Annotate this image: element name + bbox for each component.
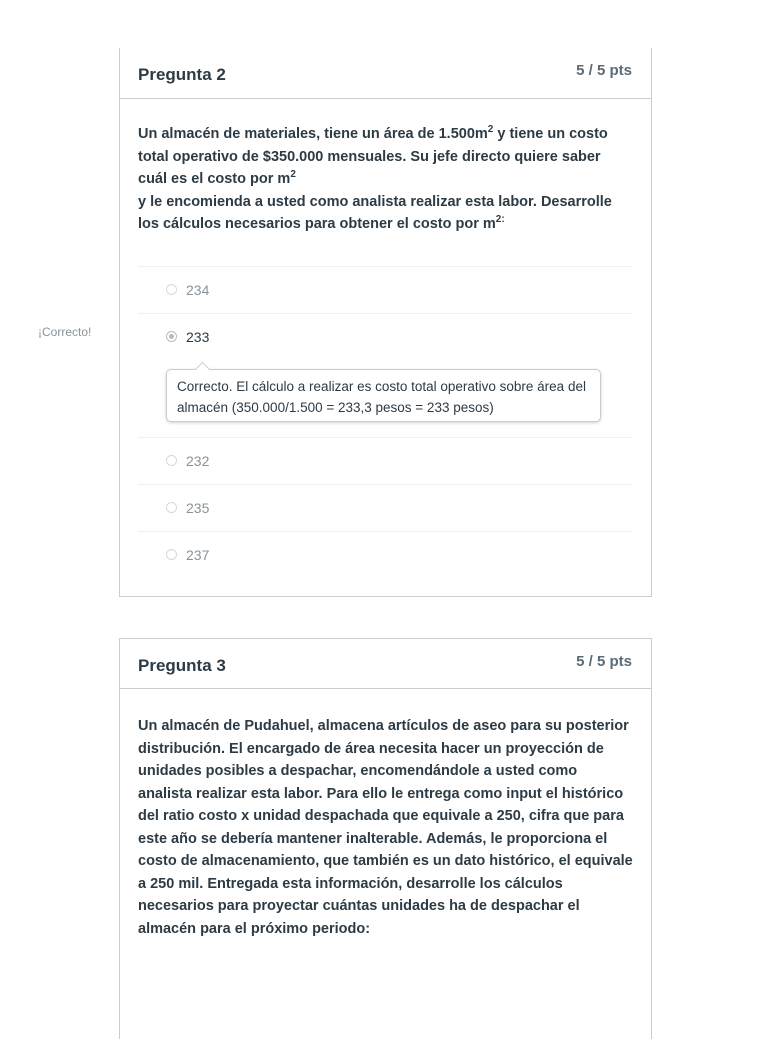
answer-label: 232 xyxy=(186,453,210,469)
question-3-text: Un almacén de Pudahuel, almacena artículos de aseo para su posterior distribución. El encargado de área necesita hacer un proyección de unidades posibles a despachar, encomendándole a usted como analista realizar esta labor. Para ello le entrega como input el histórico del ratio costo x unidad despachada que equivale a 250, cifra que para este año se debería mantener inalterable. Además, le proporciona el costo de almacenamiento, que también es un dato histórico, el equivale a 250 mil. Entregada esta información, desarrolle los cálculos necesarios para proyectar cuántas unidades ha de despachar el almacén para el próximo periodo: xyxy=(138,718,633,937)
question-2-text-part1: Un almacén de materiales, tiene un área de 1.500m xyxy=(138,126,488,142)
answer-option[interactable] xyxy=(138,266,633,313)
question-3-title: Pregunta 3 xyxy=(138,656,226,675)
superscript: 2 xyxy=(487,124,494,136)
answer-label: 237 xyxy=(186,547,210,563)
radio-button[interactable] xyxy=(166,549,177,560)
question-3-header xyxy=(120,639,651,689)
radio-button-checked[interactable] xyxy=(166,331,177,342)
question-2-card xyxy=(119,48,652,597)
question-2-header xyxy=(120,48,651,99)
correct-answer-indicator: ¡Correcto! xyxy=(38,325,92,339)
answer-label: 235 xyxy=(186,500,210,516)
question-2-points: 5 / 5 pts xyxy=(576,62,632,79)
superscript: 2 xyxy=(290,169,296,181)
answer-feedback xyxy=(166,369,601,422)
feedback-arrow-icon xyxy=(195,362,211,378)
radio-button[interactable] xyxy=(166,284,177,295)
answer-label: 233 xyxy=(186,329,210,345)
question-2-text-part2: y tiene un costo total operativo de $350.000 mensuales. Su jefe directo quiere saber cuál es el costo por m xyxy=(138,126,608,187)
answer-option[interactable] xyxy=(138,531,633,578)
question-2-text-part3: y le encomienda a usted como analista realizar esta labor. Desarrolle los cálculos necesarios para obtener el costo por m xyxy=(138,193,612,232)
answer-label: 234 xyxy=(186,282,210,298)
radio-button[interactable] xyxy=(166,455,177,466)
question-3-card xyxy=(119,638,652,1039)
feedback-text: Correcto. El cálculo a realizar es costo total operativo sobre área del almacén (350.000/1.500 = 233,3 pesos = 233 pesos) xyxy=(177,379,586,415)
radio-button[interactable] xyxy=(166,502,177,513)
answer-option[interactable] xyxy=(138,484,633,531)
answer-option[interactable] xyxy=(138,437,633,484)
question-2-title: Pregunta 2 xyxy=(138,65,226,84)
answer-option-selected[interactable] xyxy=(138,313,633,437)
superscript: 2: xyxy=(495,214,505,226)
question-2-text xyxy=(138,123,633,236)
question-3-points: 5 / 5 pts xyxy=(576,653,632,670)
question-2-answers xyxy=(138,266,633,578)
